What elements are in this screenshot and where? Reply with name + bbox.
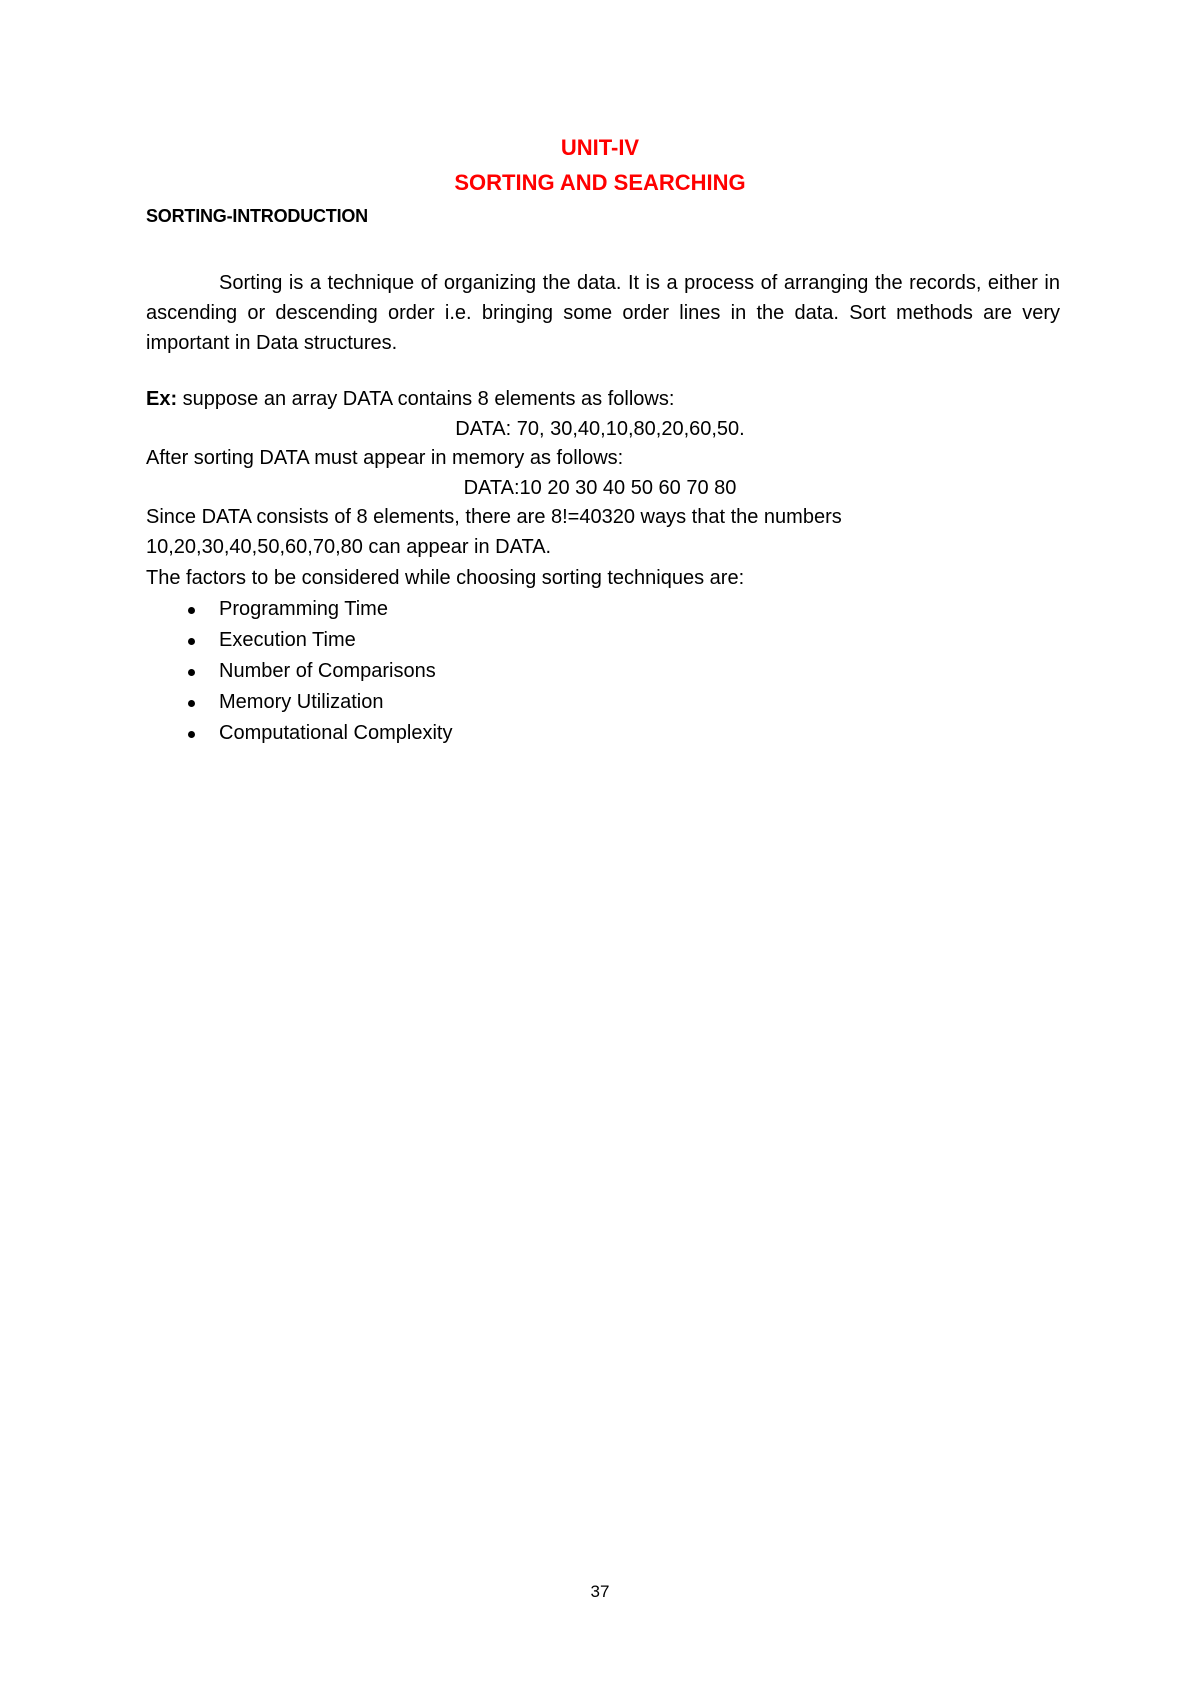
after-sorting-line: After sorting DATA must appear in memory as follows: xyxy=(146,447,624,469)
bullet-icon xyxy=(188,669,195,676)
ways-line-2: 10,20,30,40,50,60,70,80 can appear in DATA. xyxy=(146,536,552,558)
unit-heading: UNIT-IV xyxy=(560,135,640,160)
section-heading: SORTING-INTRODUCTION xyxy=(146,206,368,226)
page-title: SORTING AND SEARCHING xyxy=(454,170,746,195)
page-number: 37 xyxy=(590,1582,610,1601)
example-label: Ex: xyxy=(146,388,178,410)
list-item-label: Number of Comparisons xyxy=(219,660,436,682)
bullet-icon xyxy=(188,607,195,614)
factors-intro: The factors to be considered while choosing sorting techniques are: xyxy=(146,567,745,589)
intro-paragraph: Sorting is a technique of organizing the data. It is a process of arranging the records, either in ascending or descending order i.e. bringing some order lines in the data. Sort methods are very important in Data structures. xyxy=(146,272,1060,354)
bullet-icon xyxy=(188,731,195,738)
list-item-label: Memory Utilization xyxy=(219,691,384,713)
example-text: suppose an array DATA contains 8 elements as follows: xyxy=(177,388,675,410)
list-item-label: Execution Time xyxy=(219,629,356,651)
ways-line-1: Since DATA consists of 8 elements, there are 8!=40320 ways that the numbers xyxy=(146,506,842,528)
example-line xyxy=(146,384,674,414)
list-item-label: Computational Complexity xyxy=(219,722,453,744)
list-item-label: Programming Time xyxy=(219,598,388,620)
bullet-icon xyxy=(188,638,195,645)
bullet-icon xyxy=(188,700,195,707)
data-sorted-line: DATA:10 20 30 40 50 60 70 80 xyxy=(463,477,737,499)
data-unsorted-line: DATA: 70, 30,40,10,80,20,60,50. xyxy=(455,418,745,440)
